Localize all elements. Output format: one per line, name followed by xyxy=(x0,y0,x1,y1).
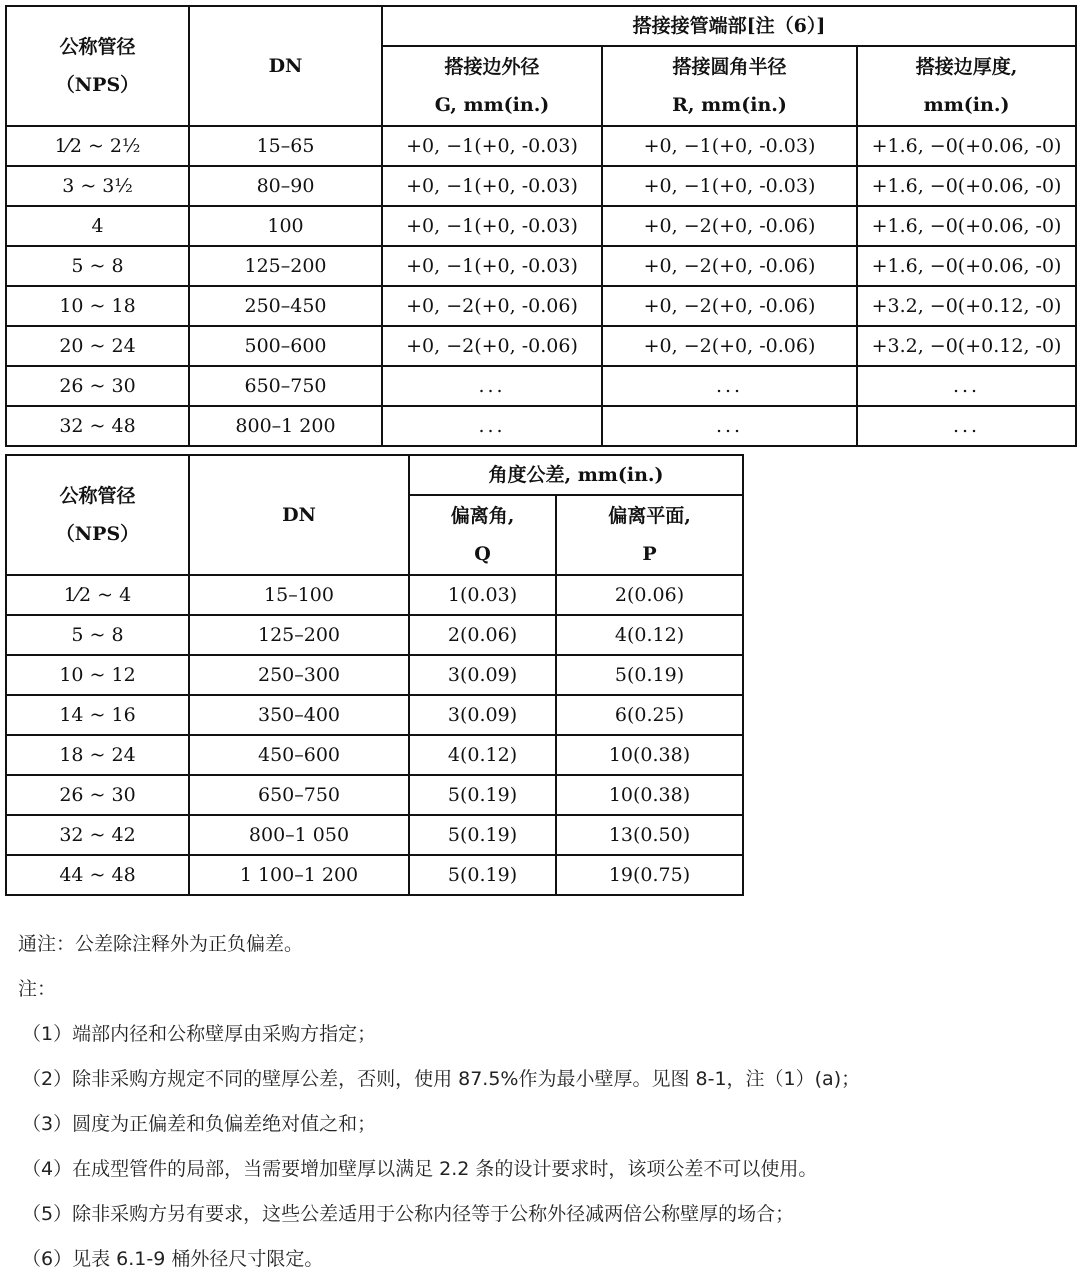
angle-tolerance-table xyxy=(5,454,744,896)
table-cell: +1.6, −0(+0.06, -0) xyxy=(857,126,1076,166)
table-cell: 5 ~ 8 xyxy=(6,246,189,286)
table-cell: ... xyxy=(382,366,602,406)
table-cell: 18 ~ 24 xyxy=(6,735,189,775)
note-item: （4）在成型管件的局部，当需要增加壁厚以满足 2.2 条的设计要求时，该项公差不可以使用。 xyxy=(22,1158,818,1180)
dn-header: DN xyxy=(189,455,409,575)
table-cell: +0, −1(+0, -0.03) xyxy=(382,126,602,166)
table-cell: 450–600 xyxy=(189,735,409,775)
table-cell: 800–1 050 xyxy=(189,815,409,855)
table-cell: 5(0.19) xyxy=(556,655,743,695)
note-item: （2）除非采购方规定不同的壁厚公差，否则，使用 87.5%作为最小壁厚。见图 8-1，注（1）(a)； xyxy=(22,1068,861,1090)
table-cell: 4(0.12) xyxy=(556,615,743,655)
table-cell: 500–600 xyxy=(189,326,382,366)
table-cell: ... xyxy=(382,406,602,446)
table-cell: +1.6, −0(+0.06, -0) xyxy=(857,166,1076,206)
table-row xyxy=(6,286,1076,326)
notes-heading: 注： xyxy=(18,978,57,1000)
table-row xyxy=(6,366,1076,406)
table-cell: +0, −2(+0, -0.06) xyxy=(602,206,857,246)
table-row xyxy=(6,615,743,655)
table-cell: +1.6, −0(+0.06, -0) xyxy=(857,246,1076,286)
table-cell: 650–750 xyxy=(189,775,409,815)
table-cell: +0, −2(+0, -0.06) xyxy=(602,326,857,366)
table-row xyxy=(6,695,743,735)
table-cell: +0, −2(+0, -0.06) xyxy=(602,286,857,326)
table-cell: 1(0.03) xyxy=(409,575,556,615)
table-cell: 350–400 xyxy=(189,695,409,735)
table-cell: 26 ~ 30 xyxy=(6,775,189,815)
lap-end-group-header: 搭接接管端部[注（6）] xyxy=(382,6,1076,46)
note-item: （1）端部内径和公称壁厚由采购方指定； xyxy=(22,1023,377,1045)
nps-header: 公称管径 （NPS） xyxy=(6,6,189,126)
sub-header-line1: 搭接边厚度, xyxy=(915,56,1018,78)
table-cell: ... xyxy=(602,406,857,446)
table-cell: +0, −1(+0, -0.03) xyxy=(382,166,602,206)
table-cell: +3.2, −0(+0.12, -0) xyxy=(857,286,1076,326)
table-cell: 125–200 xyxy=(189,615,409,655)
note-item: （5）除非采购方另有要求，这些公差适用于公称内径等于公称外径减两倍公称壁厚的场合； xyxy=(22,1203,795,1225)
table-cell: +0, −2(+0, -0.06) xyxy=(382,326,602,366)
table-cell: 1 100–1 200 xyxy=(189,855,409,895)
table-cell: +0, −1(+0, -0.03) xyxy=(382,246,602,286)
sub-header xyxy=(857,46,1076,126)
table-cell: 19(0.75) xyxy=(556,855,743,895)
table-cell: 6(0.25) xyxy=(556,695,743,735)
table-cell: 5 ~ 8 xyxy=(6,615,189,655)
table-row xyxy=(6,775,743,815)
table-cell: +0, −1(+0, -0.03) xyxy=(382,206,602,246)
table-row xyxy=(6,126,1076,166)
table-cell: 5(0.19) xyxy=(409,815,556,855)
table-cell: 10(0.38) xyxy=(556,735,743,775)
sub-header-line2: Q xyxy=(474,543,491,565)
sub-header-line2: P xyxy=(642,543,657,565)
table-cell: 3 ~ 3½ xyxy=(6,166,189,206)
table-cell: 250–300 xyxy=(189,655,409,695)
general-note: 通注：公差除注释外为正负偏差。 xyxy=(18,933,304,955)
table-row xyxy=(6,855,743,895)
table-cell: +0, −1(+0, -0.03) xyxy=(602,126,857,166)
note-item: （3）圆度为正偏差和负偏差绝对值之和； xyxy=(22,1113,377,1135)
table-cell: 1⁄2 ~ 2½ xyxy=(6,126,189,166)
table-cell: +0, −1(+0, -0.03) xyxy=(602,166,857,206)
sub-header xyxy=(382,46,602,126)
table-cell: 44 ~ 48 xyxy=(6,855,189,895)
table-cell: ... xyxy=(602,366,857,406)
table-cell: +3.2, −0(+0.12, -0) xyxy=(857,326,1076,366)
sub-header-line1: 搭接边外径 xyxy=(444,56,540,78)
table-cell: 10 ~ 18 xyxy=(6,286,189,326)
table-cell: 4(0.12) xyxy=(409,735,556,775)
table-cell: 14 ~ 16 xyxy=(6,695,189,735)
table-row xyxy=(6,655,743,695)
table-cell: 3(0.09) xyxy=(409,695,556,735)
table-cell: 15–100 xyxy=(189,575,409,615)
table-cell: 3(0.09) xyxy=(409,655,556,695)
table-row xyxy=(6,575,743,615)
table-cell: 800–1 200 xyxy=(189,406,382,446)
sub-header-line1: 搭接圆角半径 xyxy=(672,56,787,78)
table-cell: 32 ~ 48 xyxy=(6,406,189,446)
table-cell: 2(0.06) xyxy=(556,575,743,615)
table-cell: +1.6, −0(+0.06, -0) xyxy=(857,206,1076,246)
lap-joint-tolerance-table xyxy=(5,5,1077,447)
sub-header-line2: R, mm(in.) xyxy=(672,94,787,116)
notes-section xyxy=(18,922,1068,1282)
dn-header: DN xyxy=(189,6,382,126)
table-cell: 26 ~ 30 xyxy=(6,366,189,406)
angle-tolerance-group-header: 角度公差, mm(in.) xyxy=(409,455,743,495)
table-cell: 125–200 xyxy=(189,246,382,286)
table-cell: 10(0.38) xyxy=(556,775,743,815)
note-item: （6）见表 6.1-9 桶外径尺寸限定。 xyxy=(22,1248,324,1270)
sub-header-line1: 偏离角, xyxy=(450,505,515,527)
table-cell: 4 xyxy=(6,206,189,246)
table-cell: ... xyxy=(857,406,1076,446)
sub-header-line2: G, mm(in.) xyxy=(434,94,550,116)
table-cell: 13(0.50) xyxy=(556,815,743,855)
table-cell: 10 ~ 12 xyxy=(6,655,189,695)
nps-header: 公称管径 （NPS） xyxy=(6,455,189,575)
table-row xyxy=(6,735,743,775)
table-cell: 20 ~ 24 xyxy=(6,326,189,366)
table-cell: 250–450 xyxy=(189,286,382,326)
table-row xyxy=(6,246,1076,286)
table-cell: 100 xyxy=(189,206,382,246)
sub-header-line2: mm(in.) xyxy=(923,94,1010,116)
table-row xyxy=(6,326,1076,366)
sub-header xyxy=(409,495,556,575)
table-cell: 32 ~ 42 xyxy=(6,815,189,855)
table-cell: 15–65 xyxy=(189,126,382,166)
sub-header xyxy=(556,495,743,575)
sub-header xyxy=(602,46,857,126)
table-cell: +0, −2(+0, -0.06) xyxy=(382,286,602,326)
table-cell: 5(0.19) xyxy=(409,855,556,895)
table-cell: 80–90 xyxy=(189,166,382,206)
table-cell: 1⁄2 ~ 4 xyxy=(6,575,189,615)
sub-header-line1: 偏离平面, xyxy=(608,505,691,527)
table-cell: 2(0.06) xyxy=(409,615,556,655)
table-cell: 5(0.19) xyxy=(409,775,556,815)
table-row xyxy=(6,166,1076,206)
table-row xyxy=(6,406,1076,446)
table-cell: ... xyxy=(857,366,1076,406)
table-cell: 650–750 xyxy=(189,366,382,406)
table-row xyxy=(6,815,743,855)
table-cell: +0, −2(+0, -0.06) xyxy=(602,246,857,286)
table-row xyxy=(6,206,1076,246)
